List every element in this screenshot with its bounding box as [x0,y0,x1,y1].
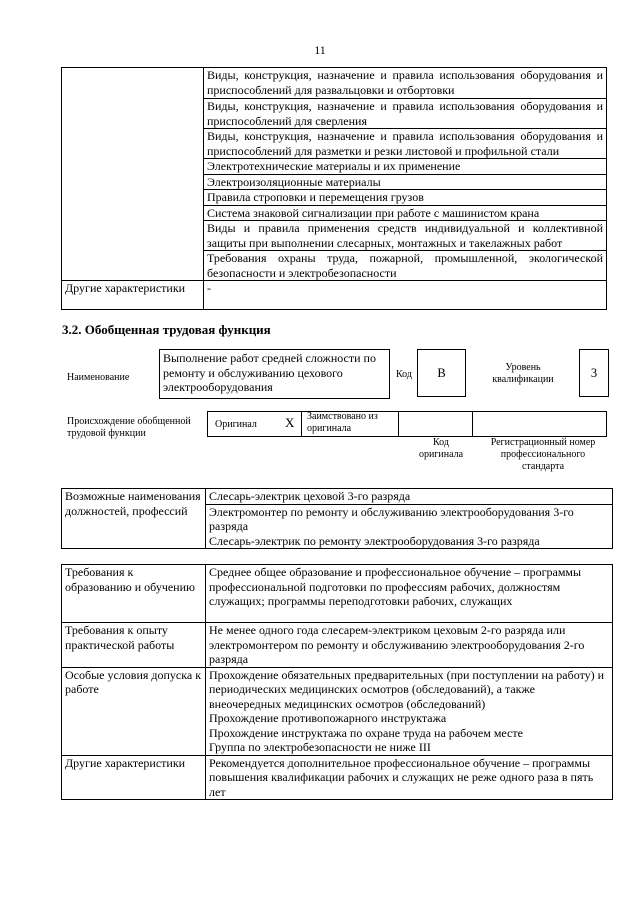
position-item: Слесарь-электрик по ремонту электрооборудования 3-го разряда [206,534,613,549]
requirement-row: Правила строповки и перемещения грузов [204,190,607,206]
knowledge-table [61,67,607,310]
condition-item: Прохождение обязательных предварительных (при поступлении на работу) и периодических медицинских осмотров (обследований), а также внеочередных медицинских осмотров (обследований) [206,667,613,711]
experience-label: Требования к опыту практической работы [62,623,206,668]
other-value: Рекомендуется дополнительное профессиональное обучение – программы повышения квалификации рабочих и служащих не реже одного раза в пять лет [206,755,613,800]
requirements-table [61,564,613,800]
requirement-row: Требования охраны труда, пожарной, промышленной, экологической безопасности и электробезопасности [204,251,607,281]
condition-item: Группа по электробезопасности не ниже III [206,740,613,755]
condition-item: Прохождение противопожарного инструктажа [206,711,613,726]
code-original-label: Код оригинала [418,437,464,460]
requirement-row: Электроизоляционные материалы [204,174,607,190]
other-characteristics-label: Другие характеристики [62,281,204,310]
requirement-row: Виды, конструкция, назначение и правила использования оборудования и приспособлений для развальцовки и отбортовки [204,68,607,99]
requirement-row: Виды, конструкция, назначение и правила использования оборудования и приспособлений для разметки и резки листовой и профильной стали [204,129,607,159]
origin-box [207,411,607,435]
code-label: Код [396,369,412,380]
requirement-row: Система знаковой сигнализации при работе с машинистом крана [204,205,607,221]
original-label: Оригинал [215,419,257,430]
position-item: Электромонтер по ремонту и обслуживанию электрооборудования 3-го разряда [206,504,613,534]
positions-label: Возможные наименования должностей, профессий [62,489,206,549]
section-title: 3.2. Обобщенная трудовая функция [62,322,271,337]
name-label: Наименование [67,372,130,383]
experience-value: Не менее одного года слесарем-электриком цеховым 2-го разряда или электромонтером по ремонту и обслуживанию электрооборудования 2-го разряда [206,623,613,668]
origin-label: Происхождение обобщенной трудовой функции [67,416,191,439]
empty-cell [62,68,204,281]
requirement-row: Виды, конструкция, назначение и правила использования оборудования и приспособлений для сверления [204,99,607,129]
code-original-cell [398,411,473,437]
condition-item: Прохождение инструктажа по охране труда на рабочем месте [206,726,613,741]
page-number: 11 [314,43,326,57]
borrowed-label: Заимствовано из оригинала [307,411,378,434]
education-label: Требования к образованию и обучению [62,565,206,623]
code-value-box: В [417,349,466,397]
other-label: Другие характеристики [62,755,206,800]
requirement-row: Электротехнические материалы и их применение [204,159,607,175]
requirement-row: Виды и правила применения средств индивидуальной и коллективной защиты при выполнении слесарных, монтажных и такелажных работ [204,221,607,251]
education-value: Среднее общее образование и профессиональное обучение – программы профессиональной подготовки по профессиям рабочих, должностям служащих; программы переподготовки рабочих, служащих [206,565,613,623]
reg-number-label: Регистрационный номер профессионального стандарта [490,437,596,472]
position-item: Слесарь-электрик цеховой 3-го разряда [206,489,613,505]
level-value-box: 3 [579,349,609,397]
other-characteristics-value: - [204,281,607,310]
original-mark: X [285,415,295,430]
positions-table [61,488,613,549]
level-label: Уровень квалификации [492,362,554,385]
reg-number-cell [472,411,607,437]
conditions-label: Особые условия допуска к работе [62,667,206,755]
function-name-box: Выполнение работ средней сложности по ремонту и обслуживанию цехового электрооборудования [159,349,390,399]
